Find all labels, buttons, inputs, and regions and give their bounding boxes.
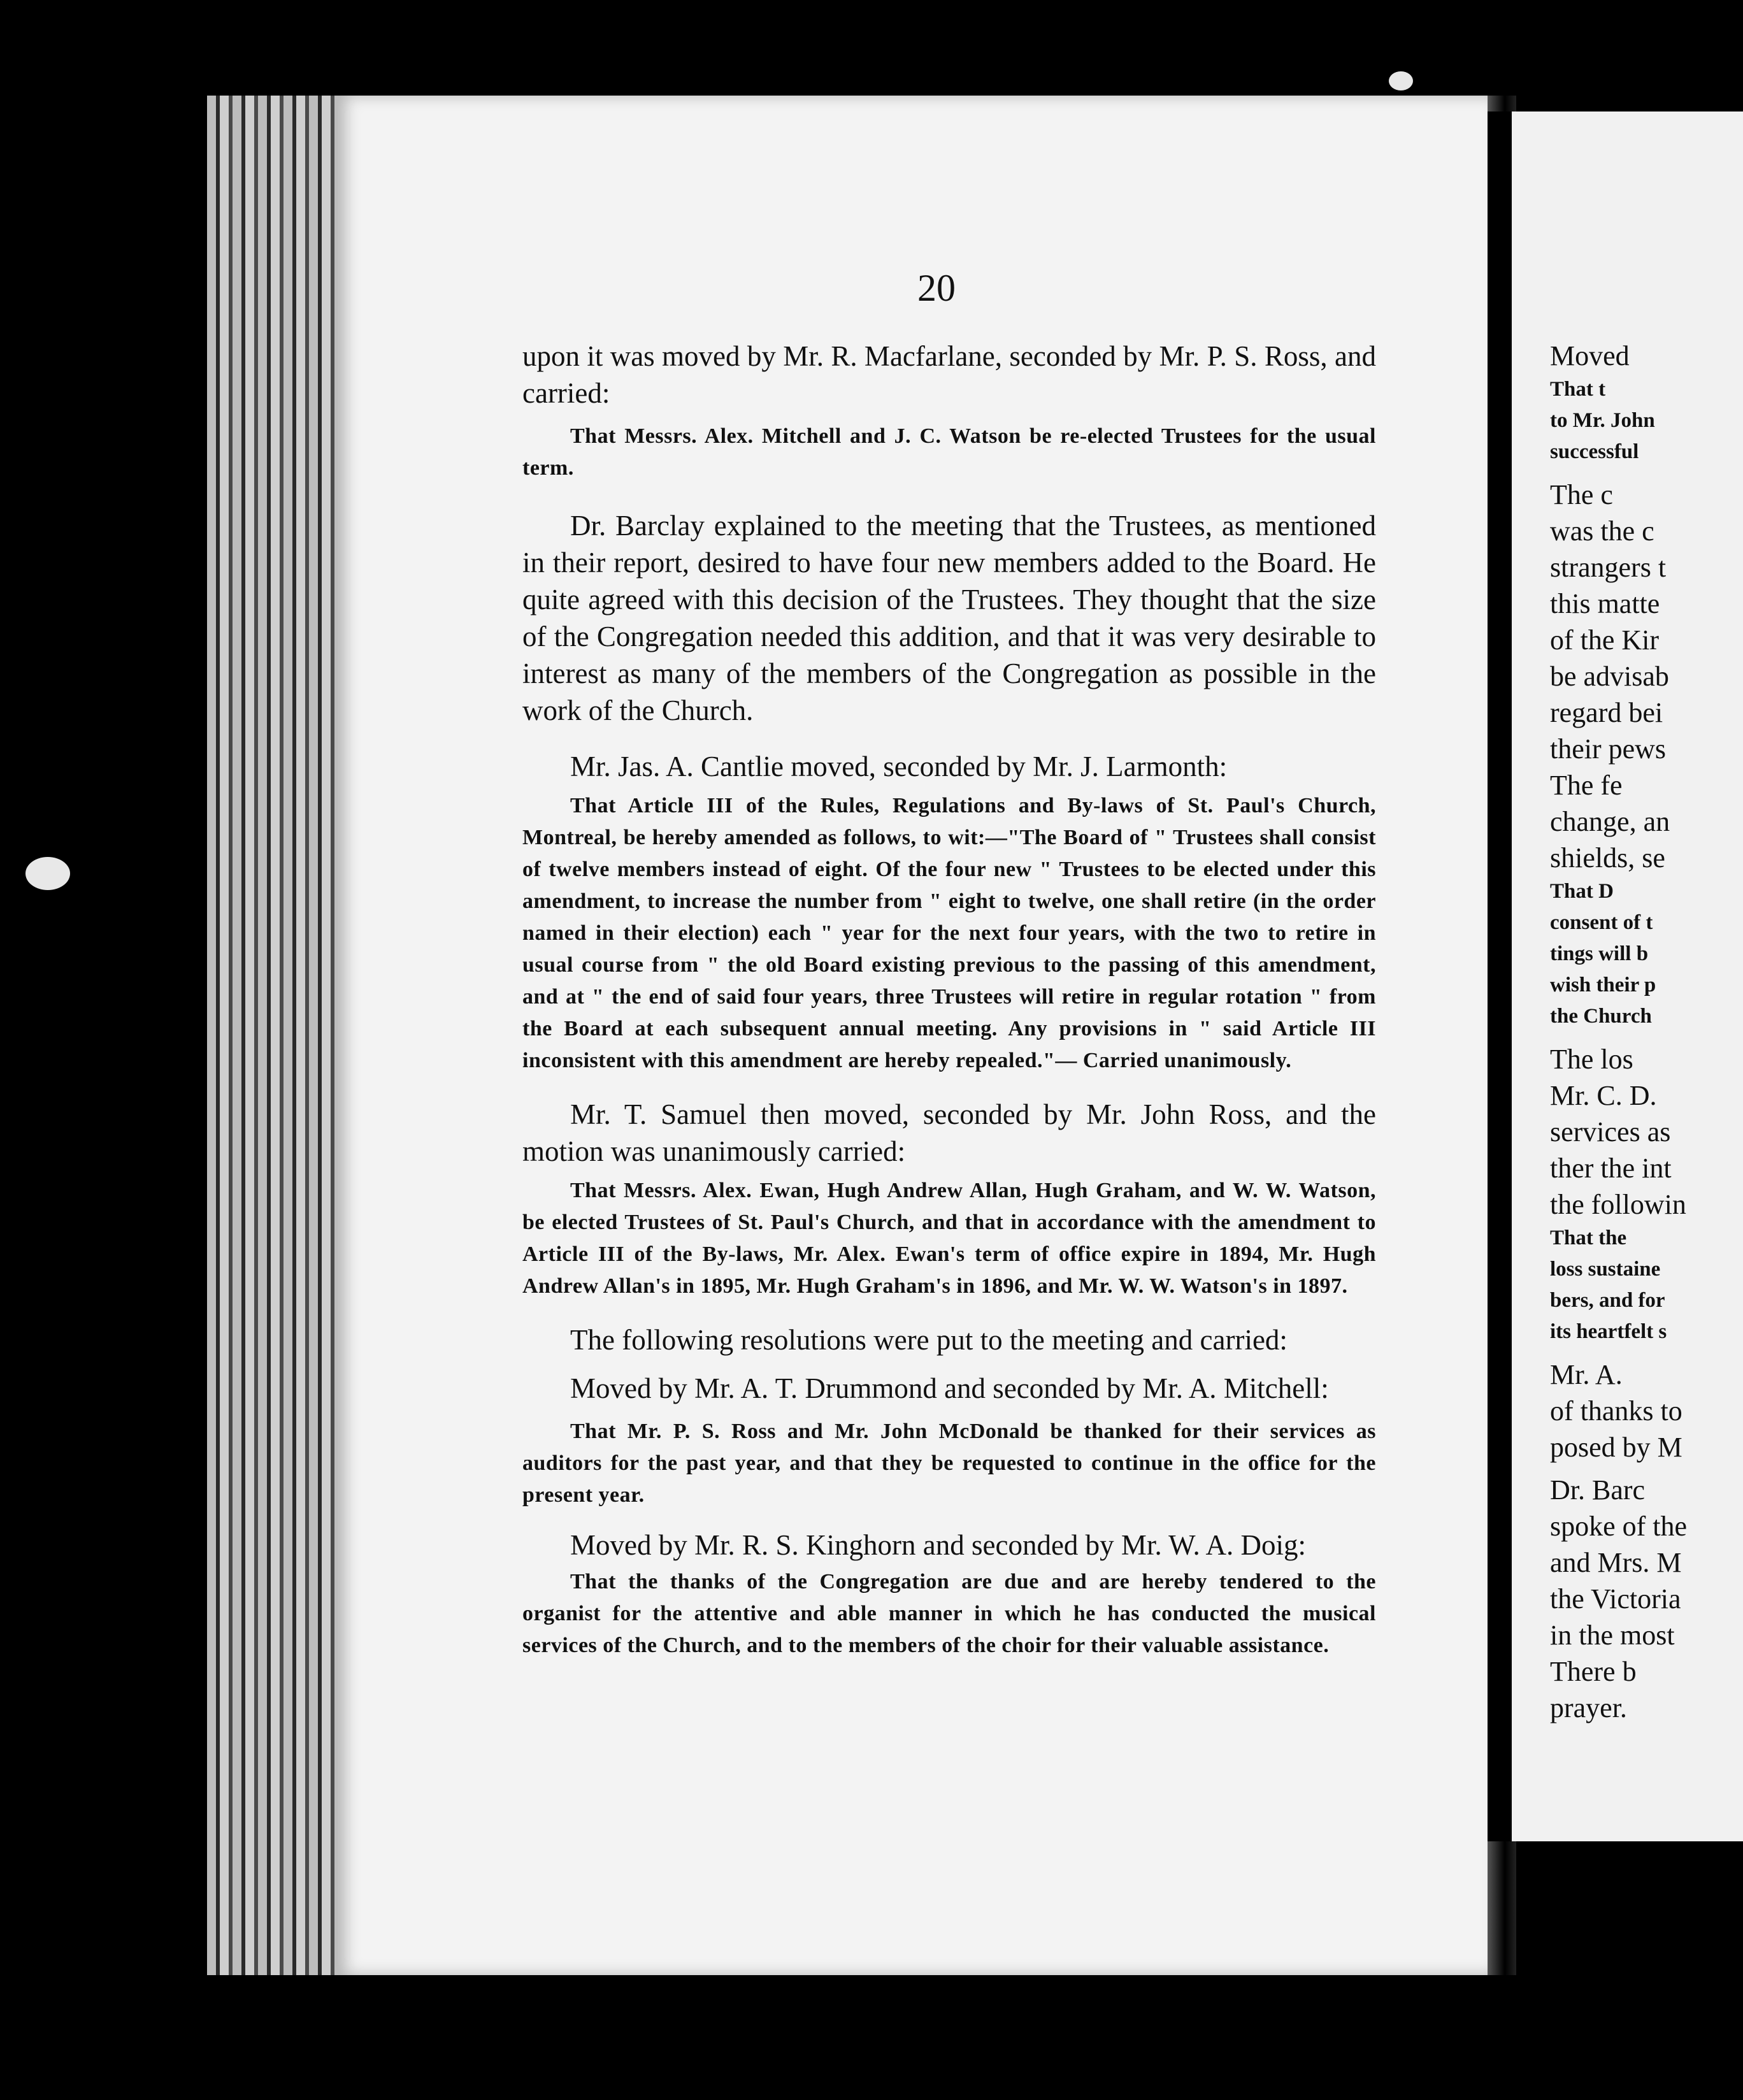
paragraph: Moved by Mr. A. T. Drummond and seconded by Mr. A. Mitchell:: [570, 1372, 1329, 1404]
text-line: spoke of the: [1550, 1511, 1688, 1542]
text-line: loss sustaine: [1550, 1258, 1661, 1281]
resolution-text: That Mr. P. S. Ross and Mr. John McDonald be thanked for their services as auditors for the past year, and that they be requested to continue in the office for the present year.: [522, 1420, 1376, 1507]
text-line: consent of t: [1550, 911, 1653, 934]
text-line: shields, se: [1550, 842, 1665, 874]
text-line: That t: [1550, 378, 1606, 401]
text-line: posed by M: [1550, 1432, 1682, 1463]
paragraph: upon it was moved by Mr. R. Macfarlane, seconded by Mr. P. S. Ross, and carried:: [522, 340, 1376, 409]
page-stack-edges: [207, 96, 347, 1975]
text-line: this matte: [1550, 588, 1660, 619]
text-line: the followin: [1550, 1189, 1686, 1220]
paragraph: Dr. Barclay explained to the meeting that the Trustees, as mentioned in their report, desired to have four new members added to the Board. He quite agreed with this decision of the Trustees. They thought that the size of the Congregation needed this addition, and that it was very desirable to interest as many of the members of the Congregation as possible in the work of the Church.: [522, 510, 1376, 726]
text-line: Mr. A.: [1550, 1359, 1623, 1390]
text-line: ther the int: [1550, 1153, 1672, 1184]
dust-speck: [1389, 71, 1413, 90]
text-line: There b: [1550, 1656, 1637, 1687]
text-line: successful: [1550, 440, 1639, 463]
text-line: was the c: [1550, 515, 1654, 547]
text-line: the Church: [1550, 1005, 1652, 1028]
resolution-text: That the thanks of the Congregation are due and are hereby tendered to the organist for the attentive and able manner in which he has conducted the musical services of the Church, and to the members of the choir for their valuable assistance.: [522, 1570, 1376, 1657]
text-line: its heartfelt s: [1550, 1320, 1667, 1343]
resolution-text: That Messrs. Alex. Mitchell and J. C. Watson be re-elected Trustees for the usual term.: [522, 424, 1376, 480]
paragraph: Mr. Jas. A. Cantlie moved, seconded by Mr. J. Larmonth:: [570, 751, 1228, 782]
text-line: bers, and for: [1550, 1289, 1665, 1312]
text-line: and Mrs. M: [1550, 1547, 1682, 1578]
text-line: The los: [1550, 1044, 1633, 1075]
text-line: The c: [1550, 479, 1613, 510]
text-line: Mr. C. D.: [1550, 1080, 1657, 1111]
paragraph: Moved by Mr. R. S. Kinghorn and seconded by Mr. W. A. Doig:: [570, 1529, 1306, 1561]
paragraph: The following resolutions were put to the meeting and carried:: [570, 1324, 1288, 1356]
resolution-text: That Article III of the Rules, Regulations and By-laws of St. Paul's Church, Montreal, be hereby amended as follows, to wit:—"The Board of " Trustees shall consist of twelve members instead of eight. Of the four new " Trustees to be elected under this amendment, to increase the number from " eight to twelve, one shall retire (in the order named in their election) each " year for the next four years, with the two to retire in usual course from " the old Board existing previous to the passing of this amendment, and at " the end of said four years, three Trustees will retire in regular rotation " from the Board at each subsequent annual meeting. Any provisions in " said Article III inconsistent with this amendment are hereby repealed."— Carried unanimously.: [522, 794, 1376, 1072]
paragraph: Mr. T. Samuel then moved, seconded by Mr. John Ross, and the motion was unanimously carried:: [522, 1098, 1376, 1167]
text-line: The fe: [1550, 770, 1623, 801]
left-page-text: [522, 338, 1376, 1662]
text-line: That D: [1550, 880, 1614, 903]
text-line: prayer.: [1550, 1692, 1627, 1723]
page-number: 20: [917, 267, 956, 309]
text-line: tings will b: [1550, 942, 1649, 965]
text-line: That the: [1550, 1226, 1627, 1249]
text-line: wish their p: [1550, 974, 1656, 996]
text-line: in the most: [1550, 1620, 1675, 1651]
text-line: strangers t: [1550, 552, 1667, 583]
dust-speck: [25, 857, 70, 890]
text-line: regard bei: [1550, 697, 1663, 728]
text-line: of the Kir: [1550, 624, 1660, 656]
text-line: Dr. Barc: [1550, 1474, 1646, 1506]
right-page-text: [1550, 338, 1743, 1726]
text-line: Moved: [1550, 340, 1630, 371]
text-line: services as: [1550, 1116, 1671, 1147]
text-line: of thanks to: [1550, 1395, 1682, 1427]
text-line: their pews: [1550, 733, 1667, 765]
text-line: the Victoria: [1550, 1583, 1681, 1615]
text-line: be advisab: [1550, 661, 1669, 692]
right-page: [1488, 111, 1743, 1841]
resolution-text: That Messrs. Alex. Ewan, Hugh Andrew Allan, Hugh Graham, and W. W. Watson, be elected Trustees of St. Paul's Church, and that in accordance with the amendment to Article III of the By-laws, Mr. Alex. Ewan's term of office expire in 1894, Mr. Hugh Andrew Allan's in 1895, Mr. Hugh Graham's in 1896, and Mr. W. W. Watson's in 1897.: [522, 1179, 1376, 1298]
text-line: to Mr. John: [1550, 409, 1655, 432]
text-line: change, an: [1550, 806, 1670, 837]
